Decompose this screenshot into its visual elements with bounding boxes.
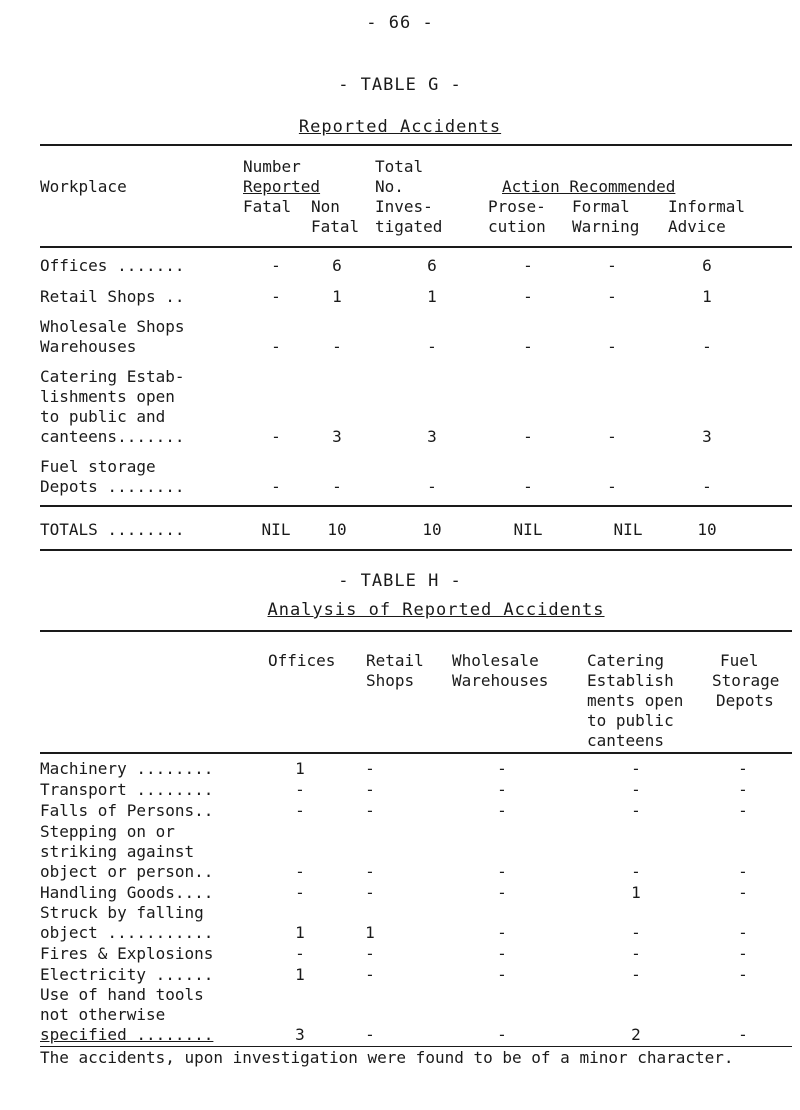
header-non: Non	[311, 197, 340, 216]
cell-wholesale: -	[497, 944, 507, 963]
cell-wholesale: -	[497, 759, 507, 778]
header-informal: Informal	[668, 197, 746, 216]
cell-offices: -	[295, 944, 305, 963]
header-offices: Offices	[268, 651, 336, 670]
total-informal-advice: 10	[697, 520, 717, 539]
cell-offices: 1	[295, 923, 305, 942]
cell-formal-warning: -	[607, 337, 617, 356]
cell-fuel: -	[738, 780, 748, 799]
row-label: Wholesale Shops	[40, 317, 185, 336]
row-label: Transport ........	[40, 780, 214, 799]
cell-fatal: -	[271, 477, 281, 496]
cell-fuel: -	[738, 944, 748, 963]
cell-catering: -	[631, 862, 641, 881]
header-number: Number	[243, 157, 301, 176]
header-workplace: Workplace	[40, 177, 127, 196]
table-g-label: - TABLE G -	[338, 75, 462, 95]
cell-non-fatal: 6	[332, 256, 342, 275]
total-formal-warning: NIL	[613, 520, 643, 539]
table-h-top-rule	[40, 630, 792, 632]
total-investigated: 10	[422, 520, 442, 539]
row-label: object or person..	[40, 862, 214, 881]
totals-label: TOTALS ........	[40, 520, 185, 539]
row-label: not otherwise	[40, 1005, 166, 1024]
row-label: Use of hand tools	[40, 985, 204, 1004]
cell-prosecution: -	[523, 287, 533, 306]
table-h-header-rule	[40, 752, 792, 754]
cell-catering: -	[631, 923, 641, 942]
row-label: Catering Estab-	[40, 367, 185, 386]
cell-fatal: -	[271, 256, 281, 275]
cell-retail: -	[365, 1025, 375, 1044]
header-establish: Establish	[587, 671, 674, 690]
cell-offices: -	[295, 883, 305, 902]
total-prosecution: NIL	[513, 520, 543, 539]
row-label: object ...........	[40, 923, 214, 942]
cell-fatal: -	[271, 337, 281, 356]
row-label: to public and	[40, 407, 166, 426]
cell-wholesale: -	[497, 965, 507, 984]
total-fatal: NIL	[261, 520, 291, 539]
cell-retail: -	[365, 801, 375, 820]
cell-catering: 2	[631, 1025, 641, 1044]
cell-non-fatal: -	[332, 337, 342, 356]
cell-fatal: -	[271, 427, 281, 446]
header-no: No.	[375, 177, 404, 196]
cell-offices: 3	[295, 1025, 305, 1044]
header-tigated: tigated	[375, 217, 443, 236]
header-warning: Warning	[572, 217, 640, 236]
cell-prosecution: -	[523, 256, 533, 275]
cell-wholesale: -	[497, 780, 507, 799]
cell-fuel: -	[738, 862, 748, 881]
cell-catering: -	[631, 780, 641, 799]
cell-catering: -	[631, 944, 641, 963]
header-retail-shops: Shops	[366, 671, 415, 690]
cell-informal-advice: 6	[702, 256, 712, 275]
cell-formal-warning: -	[607, 427, 617, 446]
header-cution: cution	[488, 217, 546, 236]
header-fuel: Fuel	[720, 651, 759, 670]
row-label: lishments open	[40, 387, 175, 406]
cell-retail: -	[365, 944, 375, 963]
table-h-bottom-rule	[40, 1046, 792, 1047]
row-label: Warehouses	[40, 337, 137, 356]
header-storage: Storage	[712, 671, 780, 690]
row-label: Fires & Explosions	[40, 944, 214, 963]
cell-investigated: -	[427, 337, 437, 356]
cell-catering: -	[631, 759, 641, 778]
header-action-recommended: Action Recommended	[502, 177, 676, 196]
row-label: Electricity ......	[40, 965, 214, 984]
header-depots: Depots	[716, 691, 774, 710]
cell-fuel: -	[738, 1025, 748, 1044]
cell-retail: 1	[365, 923, 375, 942]
cell-wholesale: -	[497, 883, 507, 902]
cell-prosecution: -	[523, 337, 533, 356]
cell-investigated: 6	[427, 256, 437, 275]
header-to-public: to public	[587, 711, 674, 730]
cell-wholesale: -	[497, 801, 507, 820]
header-reported: Reported	[243, 177, 321, 196]
cell-retail: -	[365, 965, 375, 984]
cell-fuel: -	[738, 923, 748, 942]
cell-prosecution: -	[523, 477, 533, 496]
cell-investigated: -	[427, 477, 437, 496]
page-number: - 66 -	[366, 13, 434, 33]
row-label: canteens.......	[40, 427, 185, 446]
cell-formal-warning: -	[607, 256, 617, 275]
cell-offices: -	[295, 780, 305, 799]
cell-offices: 1	[295, 965, 305, 984]
header-non-fatal: Fatal	[311, 217, 360, 236]
cell-retail: -	[365, 780, 375, 799]
row-label: Machinery ........	[40, 759, 214, 778]
header-advice: Advice	[668, 217, 726, 236]
cell-wholesale: -	[497, 862, 507, 881]
table-g-top-rule	[40, 144, 792, 146]
row-label: Fuel storage	[40, 457, 156, 476]
footnote: The accidents, upon investigation were found to be of a minor character.	[40, 1048, 734, 1067]
header-ments-open: ments open	[587, 691, 684, 710]
header-total: Total	[375, 157, 424, 176]
row-label: Retail Shops ..	[40, 287, 185, 306]
row-label: specified ........	[40, 1025, 214, 1044]
cell-non-fatal: -	[332, 477, 342, 496]
cell-fuel: -	[738, 759, 748, 778]
header-fatal: Fatal	[243, 197, 292, 216]
cell-informal-advice: -	[702, 477, 712, 496]
header-warehouses: Warehouses	[452, 671, 549, 690]
row-label: striking against	[40, 842, 195, 861]
header-catering: Catering	[587, 651, 665, 670]
cell-catering: -	[631, 801, 641, 820]
cell-catering: 1	[631, 883, 641, 902]
cell-catering: -	[631, 965, 641, 984]
row-label: Stepping on or	[40, 822, 175, 841]
header-prose: Prose-	[488, 197, 546, 216]
header-wholesale: Wholesale	[452, 651, 539, 670]
cell-fuel: -	[738, 883, 748, 902]
cell-offices: -	[295, 801, 305, 820]
table-h-title: Analysis of Reported Accidents	[267, 600, 605, 620]
cell-non-fatal: 3	[332, 427, 342, 446]
cell-fuel: -	[738, 965, 748, 984]
header-canteens: canteens	[587, 731, 665, 750]
total-non-fatal: 10	[327, 520, 347, 539]
cell-investigated: 3	[427, 427, 437, 446]
cell-retail: -	[365, 862, 375, 881]
cell-wholesale: -	[497, 1025, 507, 1044]
header-formal: Formal	[572, 197, 630, 216]
cell-retail: -	[365, 759, 375, 778]
table-g-title: Reported Accidents	[298, 117, 502, 137]
header-inves: Inves-	[375, 197, 433, 216]
cell-wholesale: -	[497, 923, 507, 942]
cell-offices: 1	[295, 759, 305, 778]
table-g-body-rule	[40, 505, 792, 507]
cell-retail: -	[365, 883, 375, 902]
table-g-header-rule	[40, 246, 792, 248]
row-label: Offices .......	[40, 256, 185, 275]
cell-formal-warning: -	[607, 477, 617, 496]
cell-investigated: 1	[427, 287, 437, 306]
row-label: Struck by falling	[40, 903, 204, 922]
table-g-bottom-rule	[40, 549, 792, 551]
cell-prosecution: -	[523, 427, 533, 446]
cell-fatal: -	[271, 287, 281, 306]
table-h-label: - TABLE H -	[338, 571, 462, 591]
cell-fuel: -	[738, 801, 748, 820]
cell-informal-advice: -	[702, 337, 712, 356]
cell-offices: -	[295, 862, 305, 881]
row-label: Falls of Persons..	[40, 801, 214, 820]
cell-informal-advice: 3	[702, 427, 712, 446]
cell-non-fatal: 1	[332, 287, 342, 306]
row-label: Handling Goods....	[40, 883, 214, 902]
header-retail: Retail	[366, 651, 424, 670]
cell-informal-advice: 1	[702, 287, 712, 306]
row-label: Depots ........	[40, 477, 185, 496]
cell-formal-warning: -	[607, 287, 617, 306]
